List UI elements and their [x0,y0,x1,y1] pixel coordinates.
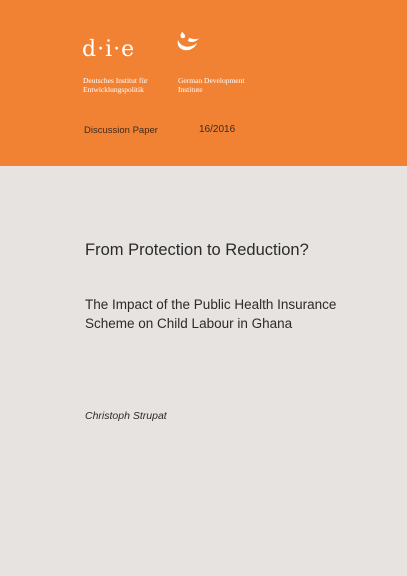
institute-name-german [83,76,173,94]
die-flame-logo-icon [175,30,201,54]
paper-title: From Protection to Reduction? [85,241,309,259]
series-label: Discussion Paper [84,125,158,136]
header-band [0,0,407,166]
institute-name-german-line2: Entwicklungspolitik [83,85,144,94]
institute-name-english-line2: Institute [178,85,203,94]
paper-subtitle: The Impact of the Public Health Insurance Scheme on Child Labour in Ghana [85,297,337,331]
die-logo-text: d·i·e [82,37,136,62]
paper-author: Christoph Strupat [85,410,167,422]
series-number: 16/2016 [199,124,236,135]
institute-name-german-line1: Deutsches Institut für [83,76,148,85]
institute-name-english-line1: German Development [178,76,245,85]
institute-name-english [178,76,268,94]
